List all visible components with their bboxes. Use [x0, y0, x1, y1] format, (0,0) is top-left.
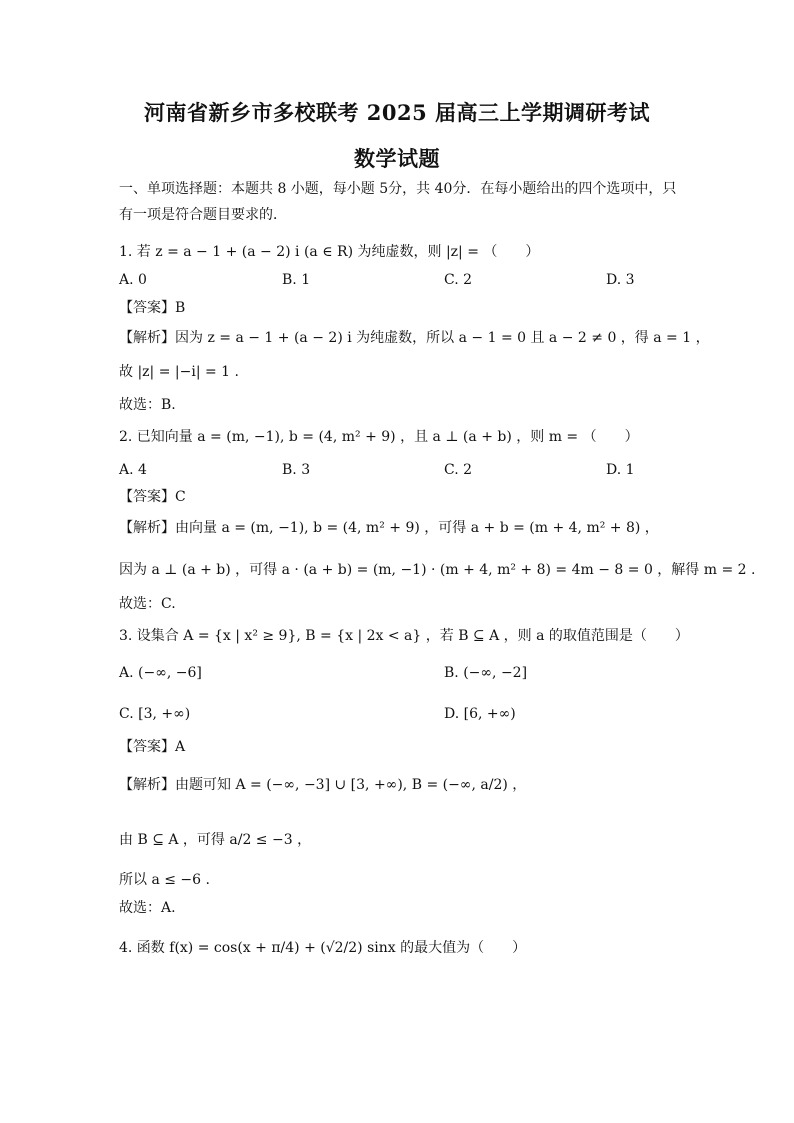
q2-explanation-1: 【解析】由向量 a = (m, −1), b = (4, m² + 9) ，可得 a + b = (m + 4, m² + 8) ，	[119, 520, 659, 536]
section-intro-line-2: 有一项是符合题目要求的．	[119, 207, 287, 223]
q3-option-a: A. (−∞, −6]	[119, 665, 202, 681]
q1-option-d: D. 3	[606, 272, 635, 288]
q3-explanation-2: 由 B ⊆ A ，可得 a/2 ≤ −3 ，	[119, 832, 312, 848]
q1-explanation-1: 【解析】因为 z = a − 1 + (a − 2) i 为纯虚数，所以 a − 1 = 0 且 a − 2 ≠ 0 ，得 a = 1 ，	[119, 330, 710, 346]
section-intro-line-1: 一、单项选择题：本题共 8 小题，每小题 5分，共 40分．在每小题给出的四个选项中，只	[119, 181, 677, 197]
q2-stem: 2. 已知向量 a = (m, −1), b = (4, m² + 9) ，且 a ⊥ (a + b) ，则 m = （ ）	[119, 429, 639, 445]
q3-stem: 3. 设集合 A = {x | x² ≥ 9}, B = {x | 2x < a} ，若 B ⊆ A ，则 a 的取值范围是（ ）	[119, 628, 689, 644]
q2-option-b: B. 3	[282, 462, 311, 478]
q2-explanation-2: 因为 a ⊥ (a + b) ，可得 a · (a + b) = (m, −1) · (m + 4, m² + 8) = 4m − 8 = 0 ，解得 m = 2 .	[119, 562, 756, 578]
q2-choice: 故选：C.	[119, 596, 176, 612]
q3-explanation-3: 所以 a ≤ −6 .	[119, 872, 210, 888]
q3-explanation-1: 【解析】由题可知 A = (−∞, −3] ∪ [3, +∞), B = (−∞, a/2) ，	[119, 777, 527, 793]
doc-subtitle: 数学试题	[354, 146, 440, 171]
q1-answer: 【答案】B	[119, 300, 186, 316]
q2-option-d: D. 1	[606, 462, 635, 478]
q3-choice: 故选：A.	[119, 900, 176, 916]
q2-option-a: A. 4	[119, 462, 147, 478]
q1-option-b: B. 1	[282, 272, 311, 288]
q3-option-c: C. [3, +∞)	[119, 706, 191, 722]
q3-option-d: D. [6, +∞)	[444, 706, 516, 722]
q3-option-b: B. (−∞, −2]	[444, 665, 528, 681]
q1-explanation-2: 故 |z| = |−i| = 1 .	[119, 364, 239, 380]
q1-choice: 故选：B.	[119, 397, 176, 413]
q3-answer: 【答案】A	[119, 739, 186, 755]
doc-title: 河南省新乡市多校联考 2025 届高三上学期调研考试	[143, 100, 651, 125]
q2-answer: 【答案】C	[119, 489, 186, 505]
q1-stem: 1. 若 z = a − 1 + (a − 2) i (a ∈ R) 为纯虚数，则 |z| = （ ）	[119, 244, 540, 260]
q1-option-a: A. 0	[119, 272, 147, 288]
q4-stem: 4. 函数 f(x) = cos(x + π/4) + (√2/2) sinx 的最大值为（ ）	[119, 940, 527, 956]
q2-option-c: C. 2	[444, 462, 473, 478]
q1-option-c: C. 2	[444, 272, 473, 288]
